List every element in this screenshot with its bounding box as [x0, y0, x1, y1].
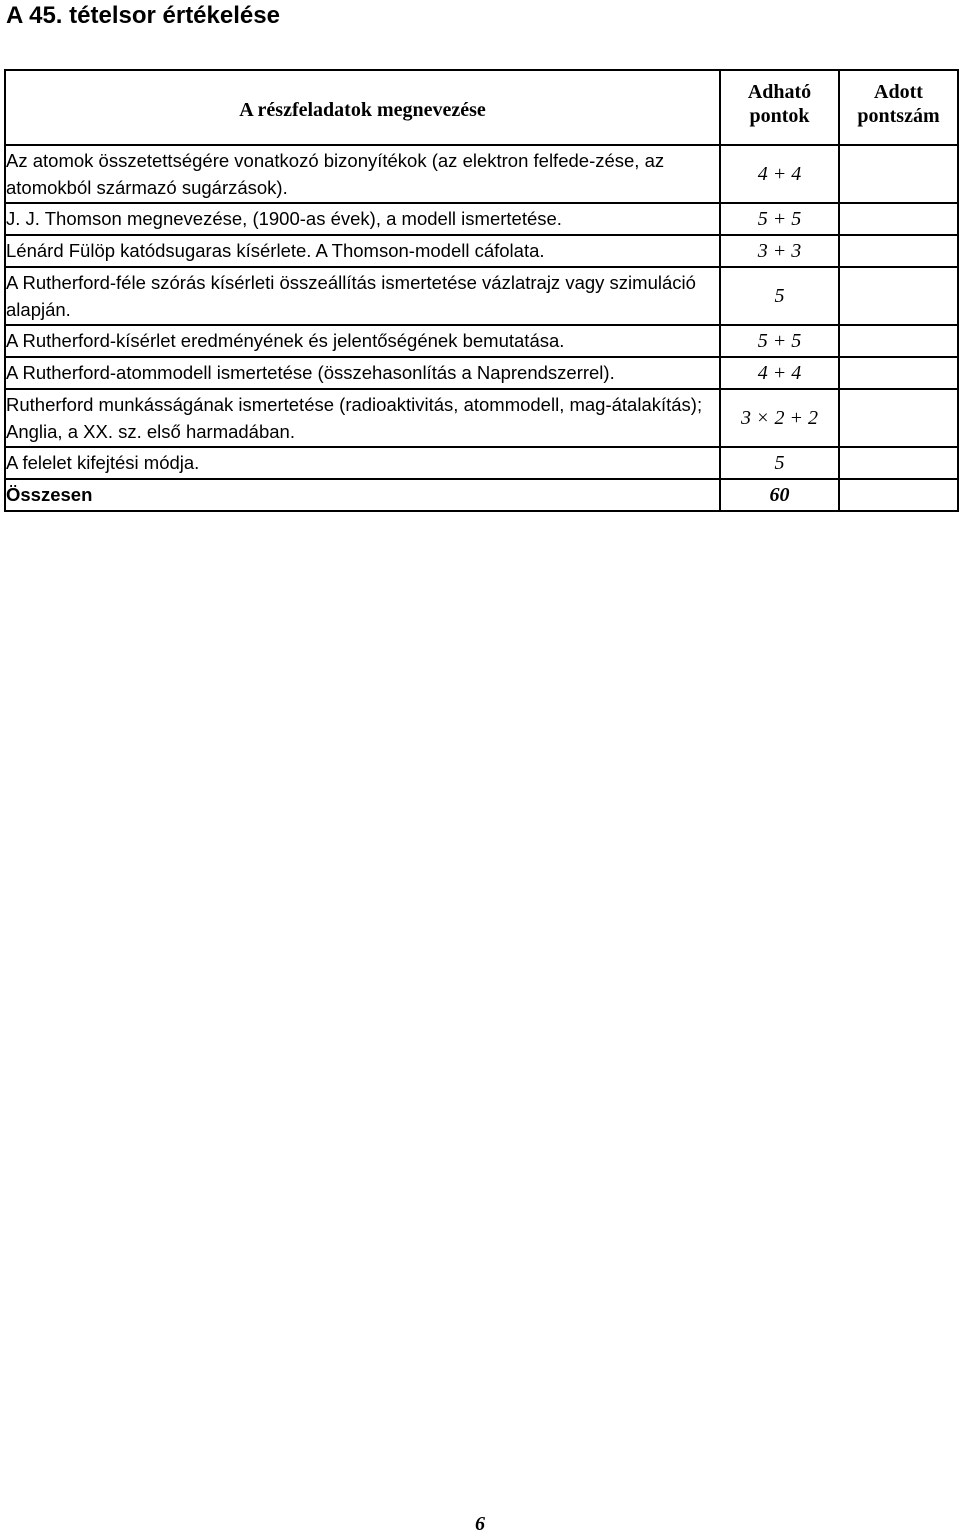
header-awarded-points: Adott pontszám [839, 70, 958, 145]
table-row [5, 203, 958, 235]
points-cell: 4 + 4 [720, 145, 839, 203]
points-cell: 3 × 2 + 2 [720, 389, 839, 447]
given-points-cell[interactable] [839, 235, 958, 267]
points-cell: 5 [720, 267, 839, 325]
points-cell: 4 + 4 [720, 357, 839, 389]
page-number: 6 [475, 1513, 485, 1535]
task-cell: A felelet kifejtési módja. [5, 447, 720, 479]
given-points-cell[interactable] [839, 267, 958, 325]
task-cell: Rutherford munkásságának ismertetése (radioaktivitás, atommodell, mag-átalakítás); Anglia, a XX. sz. első harmadában. [5, 389, 720, 447]
points-cell: 5 + 5 [720, 203, 839, 235]
total-row [5, 479, 958, 511]
task-cell: Az atomok összetettségére vonatkozó bizonyítékok (az elektron felfede-zése, az atomokból származó sugárzások). [5, 145, 720, 203]
points-cell: 5 + 5 [720, 325, 839, 357]
task-cell: A Rutherford-kísérlet eredményének és jelentőségének bemutatása. [5, 325, 720, 357]
given-points-cell[interactable] [839, 447, 958, 479]
total-label: Összesen [5, 479, 720, 511]
given-points-cell[interactable] [839, 357, 958, 389]
scoring-table [4, 69, 959, 512]
table-row [5, 447, 958, 479]
task-cell: A Rutherford-atommodell ismertetése (összehasonlítás a Naprendszerrel). [5, 357, 720, 389]
page-title: A 45. tételsor értékelése [6, 2, 280, 29]
points-cell: 5 [720, 447, 839, 479]
given-points-cell[interactable] [839, 145, 958, 203]
total-points: 60 [720, 479, 839, 511]
table-header-row [5, 70, 958, 145]
task-cell: A Rutherford-féle szórás kísérleti összeállítás ismertetése vázlatrajz vagy szimuláció alapján. [5, 267, 720, 325]
points-cell: 3 + 3 [720, 235, 839, 267]
table-row [5, 389, 958, 447]
table-row [5, 267, 958, 325]
table-row [5, 325, 958, 357]
total-given-points-cell[interactable] [839, 479, 958, 511]
given-points-cell[interactable] [839, 203, 958, 235]
task-cell: Lénárd Fülöp katódsugaras kísérlete. A Thomson-modell cáfolata. [5, 235, 720, 267]
given-points-cell[interactable] [839, 325, 958, 357]
table-row [5, 357, 958, 389]
header-task: A részfeladatok megnevezése [5, 70, 720, 145]
table-row [5, 145, 958, 203]
given-points-cell[interactable] [839, 389, 958, 447]
task-cell: J. J. Thomson megnevezése, (1900-as évek), a modell ismertetése. [5, 203, 720, 235]
table-row [5, 235, 958, 267]
header-max-points: Adható pontok [720, 70, 839, 145]
